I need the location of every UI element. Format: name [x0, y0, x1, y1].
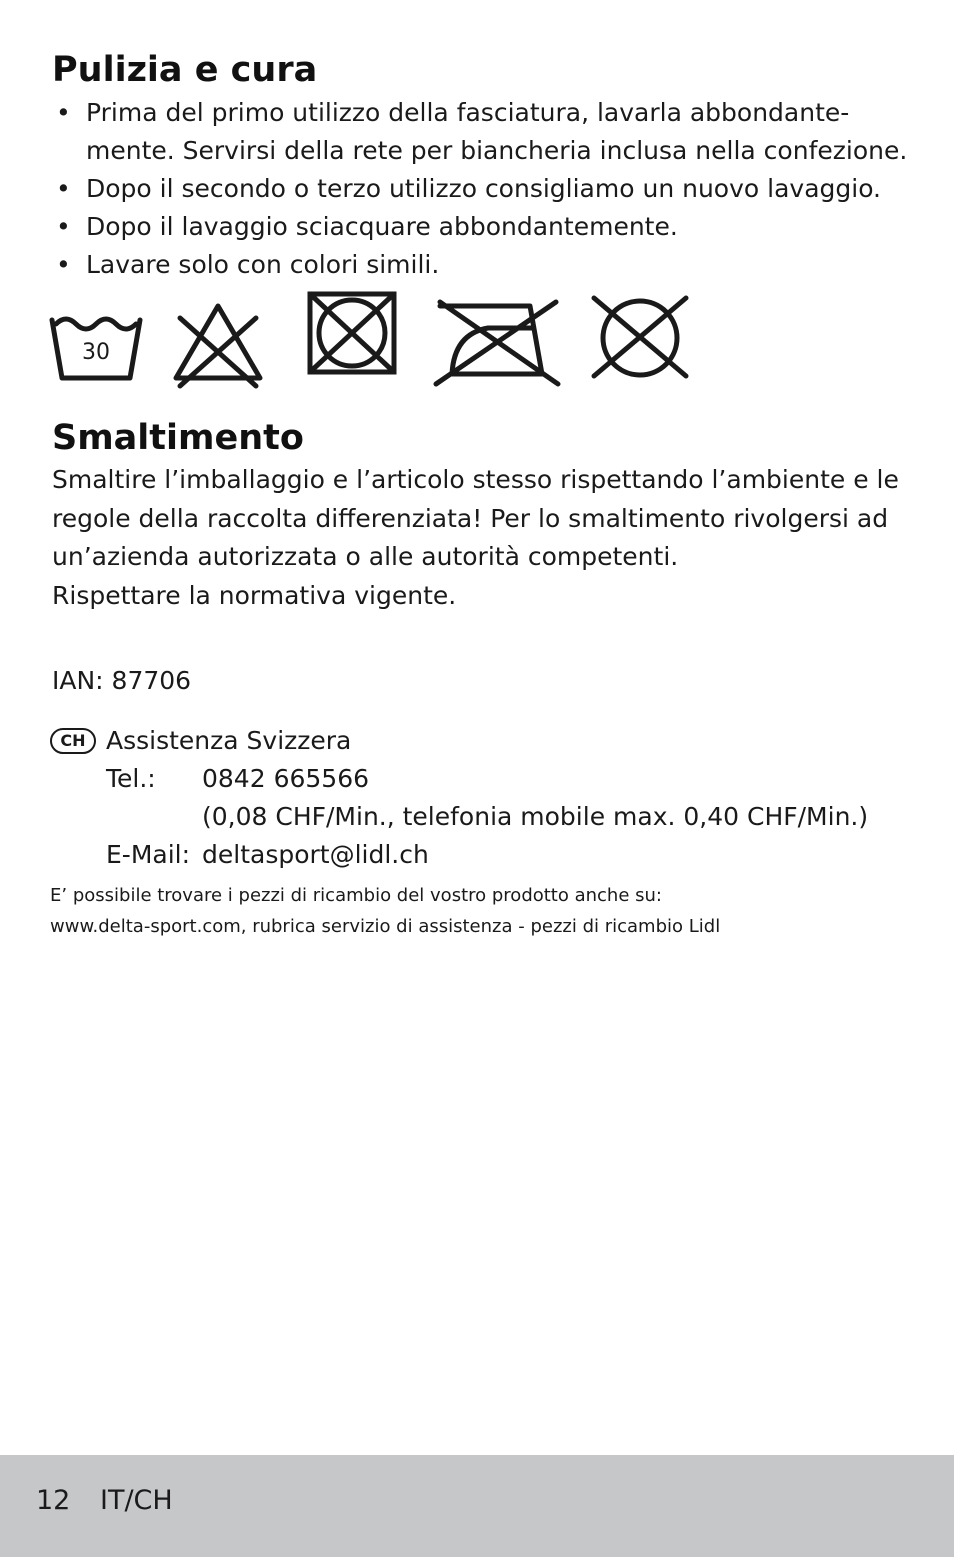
no-bleach-icon: [170, 290, 266, 390]
disposal-heading: Smaltimento: [52, 418, 304, 458]
page-number: 12: [36, 1485, 71, 1516]
no-iron-icon: [432, 290, 562, 390]
spare-parts-line-2: www.delta-sport.com, rubrica servizio di assistenza - pezzi di ricambio Lidl: [50, 916, 721, 937]
cleaning-heading: Pulizia e cura: [52, 50, 318, 90]
cleaning-list: [52, 94, 912, 284]
email-value: deltasport@lidl.ch: [202, 840, 429, 869]
list-item: • Lavare solo con colori simili.: [52, 246, 912, 284]
email-label: E-Mail:: [106, 840, 191, 869]
no-dry-clean-icon: [588, 290, 692, 386]
disposal-note: Rispettare la normativa vigente.: [52, 580, 457, 610]
list-item: • Prima del primo utilizzo della fasciatura, lavarla abbondante-mente. Servirsi della rete per biancheria inclusa nella confezione.: [52, 94, 912, 170]
no-tumble-dry-icon: [304, 290, 400, 376]
wash-30-icon: [48, 290, 144, 386]
service-title: Assistenza Svizzera: [106, 726, 352, 755]
tel-note: (0,08 CHF/Min., telefonia mobile max. 0,40 CHF/Min.): [202, 802, 869, 831]
ch-country-badge: CH: [50, 728, 96, 754]
disposal-text: [52, 461, 922, 615]
tel-value: 0842 665566: [202, 764, 370, 793]
spare-parts-line-1: E’ possibile trovare i pezzi di ricambio del vostro prodotto anche su:: [50, 885, 662, 906]
page-locale: IT/CH: [100, 1485, 173, 1516]
page-footer: [0, 1455, 954, 1557]
disposal-paragraph: Smaltire l’imballaggio e l’articolo stesso rispettando l’ambiente e le regole della raccolta differenziata! Per lo smaltimento rivolgersi ad un’azienda autorizzata o alle autorità competenti.: [52, 465, 899, 571]
tel-label: Tel.:: [106, 764, 156, 793]
ian-number: IAN: 87706: [52, 666, 192, 695]
wash-temperature: 30: [82, 340, 110, 365]
list-item: • Dopo il secondo o terzo utilizzo consigliamo un nuovo lavaggio.: [52, 170, 912, 208]
list-item: • Dopo il lavaggio sciacquare abbondantemente.: [52, 208, 912, 246]
